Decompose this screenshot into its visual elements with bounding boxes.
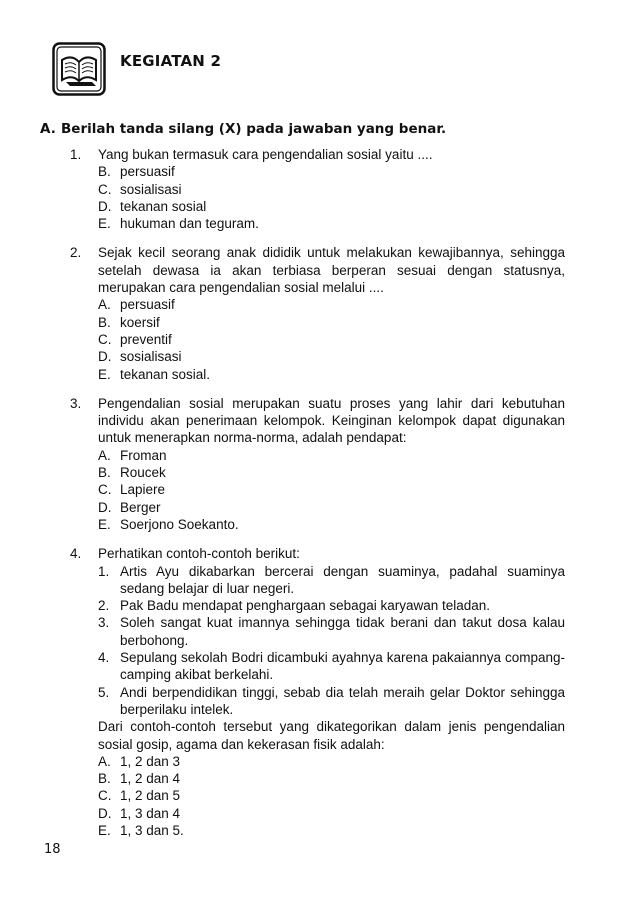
example-item bbox=[98, 649, 565, 684]
question-text: Pengendalian sosial merupakan suatu proses yang lahir dari kebutuhan individu akan penerimaan kelompok. Keinginan kelompok dapat digunakan untuk menerapkan norma-norma, adalah pendapat: bbox=[98, 395, 565, 446]
example-text: Sepulang sekolah Bodri dicambuki ayahnya karena pakaiannya compang-camping akibat berkelahi. bbox=[120, 650, 565, 683]
example-text: Pak Badu mendapat penghargaan sebagai karyawan teladan. bbox=[120, 598, 491, 614]
answer-option[interactable] bbox=[98, 366, 565, 383]
answer-option[interactable] bbox=[98, 163, 565, 180]
example-number: 5. bbox=[98, 684, 110, 700]
instruction-text: Berilah tanda silang (X) pada jawaban yang benar. bbox=[61, 121, 447, 137]
example-item bbox=[98, 563, 565, 598]
question-text: Perhatikan contoh-contoh berikut: bbox=[98, 546, 300, 562]
option-letter: C. bbox=[98, 482, 112, 498]
option-text: preventif bbox=[120, 331, 172, 347]
option-letter: D. bbox=[98, 805, 112, 821]
example-item bbox=[98, 614, 565, 649]
question-number: 1. bbox=[70, 147, 82, 162]
example-number: 4. bbox=[98, 650, 110, 666]
option-text: 1, 2 dan 3 bbox=[120, 753, 181, 769]
question-number: 3. bbox=[70, 395, 82, 411]
example-text: Soleh sangat kuat imannya sehingga tidak berani dan takut dosa kalau berbohong. bbox=[120, 615, 565, 648]
option-letter: D. bbox=[98, 499, 112, 515]
option-text: 1, 2 dan 5 bbox=[120, 788, 181, 804]
example-item bbox=[98, 597, 565, 614]
option-letter: B. bbox=[98, 314, 111, 330]
section-letter: A. bbox=[40, 121, 56, 137]
question bbox=[70, 146, 565, 232]
option-letter: B. bbox=[98, 771, 111, 787]
option-text: sosialisasi bbox=[120, 349, 182, 365]
option-text: tekanan sosial bbox=[120, 198, 207, 214]
answer-option[interactable] bbox=[98, 805, 565, 822]
example-item bbox=[98, 684, 565, 719]
answer-option[interactable] bbox=[98, 770, 565, 787]
option-letter: B. bbox=[98, 465, 111, 481]
option-letter: D. bbox=[98, 198, 112, 214]
option-letter: C. bbox=[98, 788, 112, 804]
answer-option[interactable] bbox=[98, 464, 565, 481]
option-text: tekanan sosial. bbox=[120, 366, 211, 382]
answer-option[interactable] bbox=[98, 181, 565, 198]
answer-option[interactable] bbox=[98, 348, 565, 365]
section-instruction bbox=[40, 121, 600, 137]
option-letter: E. bbox=[98, 366, 111, 382]
option-letter: A. bbox=[98, 753, 111, 769]
answer-option[interactable] bbox=[98, 447, 565, 464]
option-text: Soerjono Soekanto. bbox=[120, 516, 239, 532]
option-text: sosialisasi bbox=[120, 181, 182, 197]
option-text: Berger bbox=[120, 499, 161, 515]
option-letter: D. bbox=[98, 349, 112, 365]
answer-option[interactable] bbox=[98, 314, 565, 331]
answer-option[interactable] bbox=[98, 481, 565, 498]
option-letter: A. bbox=[98, 297, 111, 313]
option-letter: C. bbox=[98, 331, 112, 347]
option-text: koersif bbox=[120, 314, 160, 330]
option-text: hukuman dan teguram. bbox=[120, 216, 259, 232]
answer-option[interactable] bbox=[98, 499, 565, 516]
answer-option[interactable] bbox=[98, 787, 565, 804]
option-letter: E. bbox=[98, 516, 111, 532]
option-text: 1, 3 dan 5. bbox=[120, 822, 184, 838]
answer-option[interactable] bbox=[98, 198, 565, 215]
open-book-icon bbox=[52, 42, 106, 96]
question-list bbox=[70, 146, 565, 851]
activity-title: KEGIATAN 2 bbox=[120, 52, 222, 70]
example-number: 1. bbox=[98, 563, 110, 579]
question bbox=[70, 545, 565, 839]
example-number: 3. bbox=[98, 615, 110, 631]
question bbox=[70, 395, 565, 533]
option-text: Froman bbox=[120, 447, 167, 463]
option-text: 1, 3 dan 4 bbox=[120, 805, 181, 821]
question-followup: Dari contoh-contoh tersebut yang dikategorikan dalam jenis pengendalian sosial gosip, agama dan kekerasan fisik adalah: bbox=[98, 719, 565, 752]
option-letter: E. bbox=[98, 822, 111, 838]
page-number: 18 bbox=[44, 842, 61, 857]
example-text: Andi berpendidikan tinggi, sebab dia telah meraih gelar Doktor sehingga berperilaku intelek. bbox=[120, 684, 565, 717]
question-text: Sejak kecil seorang anak dididik untuk melakukan kewajibannya, sehingga setelah dewasa ia akan terbiasa berperan sesuai dengan statusnya, merupakan cara pengendalian sosial melalui .... bbox=[98, 245, 565, 296]
option-text: persuasif bbox=[120, 164, 175, 180]
question bbox=[70, 244, 565, 382]
option-text: 1, 2 dan 4 bbox=[120, 771, 181, 787]
answer-option[interactable] bbox=[98, 215, 565, 232]
answer-option[interactable] bbox=[98, 516, 565, 533]
answer-option[interactable] bbox=[98, 296, 565, 313]
option-text: persuasif bbox=[120, 297, 175, 313]
option-letter: B. bbox=[98, 164, 111, 180]
example-number: 2. bbox=[98, 598, 110, 614]
option-text: Lapiere bbox=[120, 482, 166, 498]
answer-option[interactable] bbox=[98, 822, 565, 839]
option-letter: A. bbox=[98, 447, 111, 463]
option-letter: C. bbox=[98, 181, 112, 197]
example-text: Artis Ayu dikabarkan bercerai dengan suaminya, padahal suaminya sedang belajar di luar negeri. bbox=[120, 563, 565, 596]
question-number: 2. bbox=[70, 245, 82, 261]
question-text: Yang bukan termasuk cara pengendalian sosial yaitu .... bbox=[98, 147, 433, 162]
option-letter: E. bbox=[98, 216, 111, 232]
answer-option[interactable] bbox=[98, 753, 565, 770]
answer-option[interactable] bbox=[98, 331, 565, 348]
option-text: Roucek bbox=[120, 465, 166, 481]
question-number: 4. bbox=[70, 546, 82, 562]
